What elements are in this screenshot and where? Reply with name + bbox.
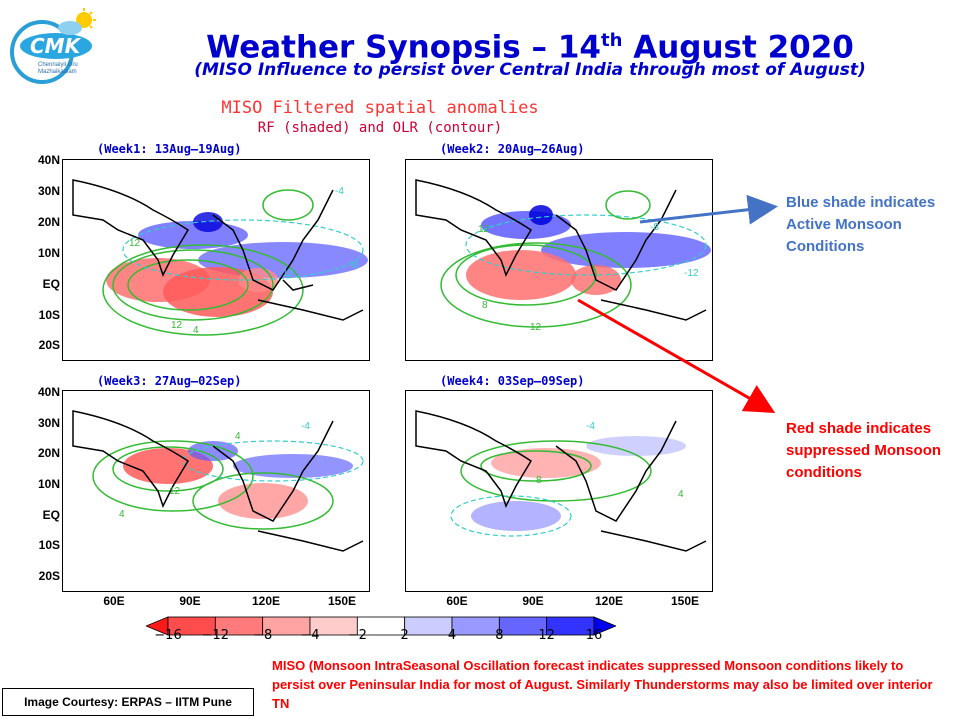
contour-label: -4 bbox=[586, 421, 595, 432]
logo-tagline-1: Chennaiyil Oru bbox=[38, 62, 78, 68]
suppressed-monsoon-note: Red shade indicates suppressed Monsoon conditions bbox=[786, 420, 942, 481]
contour-label: -12 bbox=[684, 268, 699, 279]
contour-label: 4 bbox=[235, 431, 241, 442]
contour-label: 12 bbox=[129, 238, 141, 249]
lat-label-40n: 40N bbox=[37, 385, 60, 399]
colorbar-tick-label: 4 bbox=[447, 628, 457, 643]
lat-label-20s: 20S bbox=[38, 338, 60, 352]
lon-label-150e: 150E bbox=[327, 594, 357, 608]
figure-title: MISO Filtered spatial anomalies bbox=[221, 98, 539, 118]
contour-label: 12 bbox=[169, 486, 181, 497]
contour-label: 8 bbox=[482, 300, 488, 311]
red-arrow bbox=[578, 300, 770, 410]
contour-label: 8 bbox=[536, 475, 542, 486]
colorbar-tick-label: −2 bbox=[347, 628, 367, 643]
logo-text: CMK bbox=[30, 34, 81, 58]
lon-label-120e: 120E bbox=[594, 594, 624, 608]
lat-label-10s: 10S bbox=[38, 538, 60, 552]
blue-arrow bbox=[640, 207, 772, 222]
logo-tagline-2: Mazhaikaalam bbox=[38, 69, 77, 75]
figure-subtitle: RF (shaded) and OLR (contour) bbox=[257, 120, 503, 136]
page-title: Weather Synopsis – 14th August 2020 bbox=[206, 29, 854, 66]
panel-label-week2: (Week2: 20Aug–26Aug) bbox=[440, 142, 585, 156]
contour-label: -12 bbox=[279, 268, 294, 279]
colorbar-tick-label: −8 bbox=[253, 628, 273, 643]
forecast-summary: MISO (Monsoon IntraSeasonal Oscillation forecast indicates suppressed Monsoon conditions likely to persist over Peninsular India for most of August. Similarly Thunderstorms may also be limited over interior TN bbox=[272, 658, 933, 711]
contour-label: -4 bbox=[335, 186, 344, 197]
colorbar-tick-label: −4 bbox=[300, 628, 320, 643]
panel-label-week3: (Week3: 27Aug–02Sep) bbox=[97, 374, 242, 388]
lat-label-10n: 10N bbox=[37, 246, 60, 260]
contour-label: 4 bbox=[678, 489, 684, 500]
contour-label: 12 bbox=[530, 322, 542, 333]
lon-label-150e: 150E bbox=[670, 594, 700, 608]
lat-label-20n: 20N bbox=[37, 446, 60, 460]
panel-label-week1: (Week1: 13Aug–19Aug) bbox=[97, 142, 242, 156]
contour-label: 4 bbox=[119, 509, 125, 520]
lat-label-30n: 30N bbox=[37, 416, 60, 430]
contour-label: -4 bbox=[301, 421, 310, 432]
contour-label: 12 bbox=[478, 224, 490, 235]
colorbar-tick-label: 8 bbox=[495, 628, 504, 643]
colorbar-tick-label: 16 bbox=[585, 628, 603, 643]
lat-label-20n: 20N bbox=[37, 215, 60, 229]
active-monsoon-note: Blue shade indicates Active Monsoon Conditions bbox=[786, 194, 936, 255]
lon-label-120e: 120E bbox=[251, 594, 281, 608]
colorbar-tick-label: 12 bbox=[538, 628, 555, 643]
lat-label-10n: 10N bbox=[37, 477, 60, 491]
panel-label-week4: (Week4: 03Sep–09Sep) bbox=[440, 374, 585, 388]
page-subtitle: (MISO Influence to persist over Central India through most of August) bbox=[194, 60, 866, 80]
lat-label-40n: 40N bbox=[37, 153, 60, 167]
lon-label-90e: 90E bbox=[522, 594, 544, 608]
lon-label-60e: 60E bbox=[103, 594, 125, 608]
colorbar-tick-label: 2 bbox=[400, 628, 409, 643]
colorbar-tick-label: −12 bbox=[201, 628, 230, 643]
contour-label: -8 bbox=[349, 260, 358, 271]
colorbar-tick-label: −16 bbox=[154, 628, 182, 643]
lat-label-eq: EQ bbox=[42, 508, 60, 522]
lon-label-60e: 60E bbox=[446, 594, 468, 608]
contour-label: 12 bbox=[171, 320, 183, 331]
contour-label: 4 bbox=[193, 325, 199, 336]
lat-label-20s: 20S bbox=[38, 569, 60, 583]
contour-label: -8 bbox=[650, 222, 659, 233]
image-credit: Image Courtesy: ERPAS – IITM Pune bbox=[2, 688, 254, 716]
lat-label-eq: EQ bbox=[42, 277, 60, 291]
lat-label-10s: 10S bbox=[38, 308, 60, 322]
lon-label-90e: 90E bbox=[179, 594, 201, 608]
lat-label-30n: 30N bbox=[37, 184, 60, 198]
